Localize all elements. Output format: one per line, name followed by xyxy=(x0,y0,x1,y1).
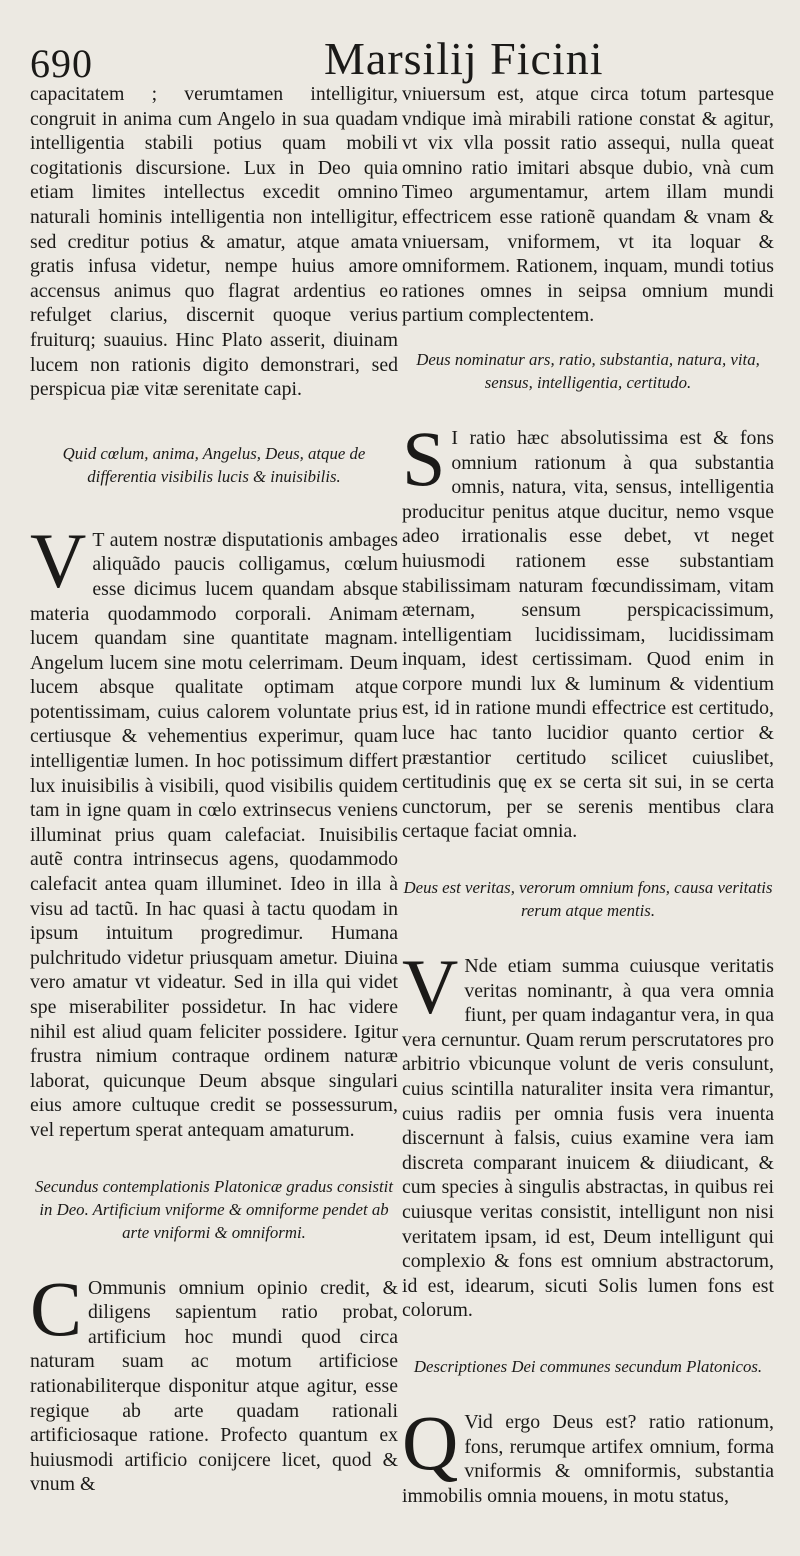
section-heading-left-2: Secundus contemplationis Platonicæ gradus consistit in Deo. Artificium vniforme & omniforme pendet ab arte vniformi & omniformi. xyxy=(35,1176,393,1242)
paragraph-text: T autem nostræ disputationis ambages aliquãdo paucis colligamus, cœlum esse dicimus lucem quandam absque materia quodammodo corporali. Animam lucem quandam sine quantitate magnam. Angelum lucem sine motu celerrimam. Deum lucem absque qualitate optimam atque potentissimam, cuius calorem voluntate prius certiusque & vehementius experimur, quam intelligentiæ lumen. In hoc potissimum differt lux inuisibilis à visibili, quod visibilis quidem tam in igne quam in cœlo extrinsecus veniens illuminat prius quam calefaciat. Inuisibilis autẽ contra intrinsecus agens, quodammodo calefacit antea quam illuminet. Ideo in illa à visu ad tactũ. In hac quasi à tactu quodam in ipsum intuitum progredimur. Humana pulchritudo videtur priusquam ametur. Diuina vero amatur vt videatur. Sed in illa qui videt spe miserabiliter possidetur. In hac videre nihil est aliud quam feliciter possidere. Igitur frustra nimium contraque ordinem naturæ laborat, quicunque Deum absque singulari eius amore cultuque credit se possessurum, vel repertum sperat antequam amaturum. xyxy=(30,528,398,1141)
section-heading-right-1: Deus nominatur ars, ratio, substantia, natura, vita, sensus, intelligentia, certitudo. xyxy=(416,349,760,392)
page-header xyxy=(24,22,780,88)
paragraph-text: Vid ergo Deus est? ratio rationum, fons, rerumque artifex omnium, forma vniformis & omniformis, substantia immobilis omnia mouens, in motu status, xyxy=(402,1410,774,1507)
paragraph-right-2 xyxy=(402,414,774,844)
paragraph-left-2 xyxy=(30,516,398,1143)
drop-cap: V xyxy=(30,516,87,604)
drop-cap: S xyxy=(402,414,446,502)
paragraph-right-4 xyxy=(402,1398,774,1508)
right-column xyxy=(402,82,774,1556)
text-columns xyxy=(30,82,774,1556)
left-column xyxy=(30,82,398,1556)
page-number: 690 xyxy=(30,41,93,86)
paragraph-left-1: capacitatem ; verumtamen intelligitur, congruit in anima cum Angelo in sua quadam intelligentia stabili potius quam mobili cogitationis discursione. Lux in Deo quia etiam limites intellectus excedit omnino naturali hominis intelligentia non intelligitur, sed creditur potius & amatur, atque amata gratis infusa videtur, nempe huius amore accensus animus quo flagrat ardentius eo refulget clarius, discernit quoque verius fruiturq; suauius. Hinc Plato asserit, diuinam lucem non rationis digito demonstrari, sed perspicua piæ vitæ serenitate capi. xyxy=(30,83,398,401)
paragraph-text: Ommunis omnium opinio credit, & diligens sapientum ratio probat, artificium hoc mundi quod circa naturam suam ac motum artificiose rationabiliterque disponitur atque agitur, esse regique ab arte quadam rationali artificiosaque ratione. Profecto quantum ex huiusmodi artificio conijcere licet, quod & vnum & xyxy=(30,1276,398,1496)
drop-cap: V xyxy=(402,943,459,1031)
drop-cap: Q xyxy=(402,1398,459,1486)
paragraph-right-1: vniuersum est, atque circa totum partesque vndique imà mirabili ratione constat & agitur, vt vix vlla possit ratio assequi, nulla queat omnino ratio imitari absque dubio, vnà cum Timeo argumentamur, artem illam mundi effectricem esse rationẽ quandam & vnam & vniuersam, vniformem, vt ita loquar & omniformem. Rationem, inquam, mundi totius rationes omnes in seipsa omnium mundi partium complectentem. xyxy=(402,83,774,327)
section-heading-left-1: Quid cœlum, anima, Angelus, Deus, atque de differentia visibilis lucis & inuisibilis. xyxy=(62,443,366,486)
paragraph-text: Nde etiam summa cuiusque veritatis veritas nominantr, à qua vera omnia fiunt, per quam indagantur vera, in qua vera cernuntur. Quam rerum perscrutatores pro arbitrio vbicunque volunt de veris consulunt, cuius scintilla naturaliter insita vera rimantur, cuius radiis per omnia fusis vera inuenta discernunt à falsis, cuius examine vera iam discreta comparant inuicem & diiudicant, & cum species à singulis abstractas, in quibus rei cuiusque veritas consistit, intelligunt non nisi veritatem ipsam, id est, Deum intelligunt qui complexio & fons est omnium abstractorum, id est, idearum, sicuti Solis lumen fons est colorum. xyxy=(402,955,774,1322)
drop-cap: C xyxy=(30,1264,83,1352)
running-head: Marsilij Ficini xyxy=(324,33,604,84)
section-heading-right-2: Deus est veritas, verorum omnium fons, causa veritatis rerum atque mentis. xyxy=(403,878,773,921)
paragraph-right-3 xyxy=(402,943,774,1323)
paragraph-left-3 xyxy=(30,1264,398,1497)
paragraph-text: I ratio hæc absolutissima est & fons omnium rationum à qua substantia omnis, natura, vita, sensus, intelligentia producitur penitus atque ducitur, nemo vsque adeo irrationalis esse debet, vt neget huiusmodi rationem esse substantiam stabilissimam naturam fœcundissimam, vitam æternam, sensum perspicacissimum, intelligentiam lucidissimam, lucidissimam inquam, idest certissimam. Quod enim in corpore mundi lux & luminum & videntium est, id in ratione mundi effectrice est certitudo, luce hac tanto lucidior quanto certior & præstantior certitudo scilicet cuiuslibet, certitudinis quę ex se certa sit sui, in se certa cunctorum, per se serenis mentibus clara certaque faciat omnia. xyxy=(402,426,774,843)
section-heading-right-3: Descriptiones Dei communes secundum Platonicos. xyxy=(413,1356,763,1376)
